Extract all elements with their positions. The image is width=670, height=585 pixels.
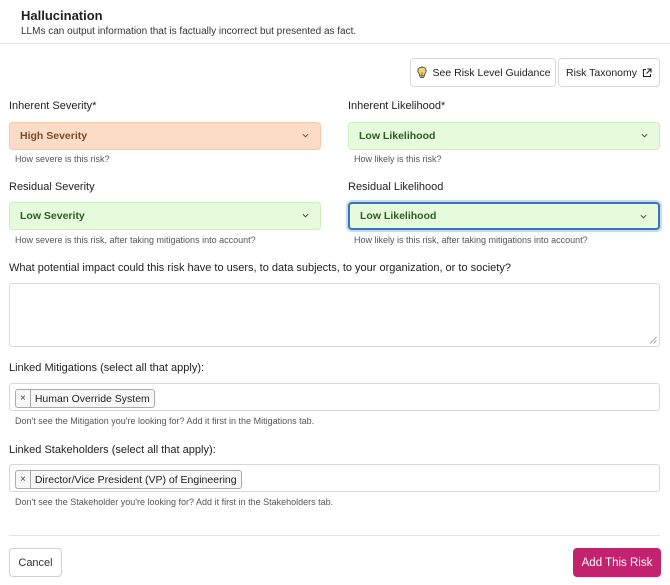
inherent-likelihood-label: Inherent Likelihood* xyxy=(348,100,446,112)
risk-taxonomy-button[interactable] xyxy=(558,58,660,87)
inherent-severity-select[interactable] xyxy=(9,122,321,150)
stakeholder-tag xyxy=(15,470,242,489)
chevron-down-icon xyxy=(641,132,648,139)
residual-likelihood-label: Residual Likelihood xyxy=(348,181,444,193)
inherent-severity-label: Inherent Severity* xyxy=(9,100,97,112)
inherent-likelihood-value: Low Likelihood xyxy=(359,130,436,142)
chevron-down-icon xyxy=(302,212,309,219)
residual-likelihood-select[interactable] xyxy=(348,202,660,230)
inherent-likelihood-help: How likely is this risk? xyxy=(354,154,442,164)
stakeholders-help: Don't see the Stakeholder you're looking for? Add it first in the Stakeholders tab. xyxy=(15,497,334,507)
lightbulb-icon xyxy=(416,66,428,79)
impact-label: What potential impact could this risk have to users, to data subjects, to your organization, or to society? xyxy=(9,262,511,274)
mitigation-tag-label: Human Override System xyxy=(34,392,150,405)
mitigations-multiselect[interactable] xyxy=(9,383,660,411)
add-risk-button[interactable]: Add This Risk xyxy=(573,548,661,577)
risk-level-guidance-button[interactable] xyxy=(410,58,556,87)
mitigation-tag xyxy=(15,389,155,408)
mitigations-help: Don't see the Mitigation you're looking for? Add it first in the Mitigations tab. xyxy=(15,416,315,426)
inherent-likelihood-select[interactable] xyxy=(348,122,660,150)
stakeholder-tag-label: Director/Vice President (VP) of Engineering xyxy=(34,473,237,486)
cancel-button[interactable]: Cancel xyxy=(9,548,62,577)
chevron-down-icon xyxy=(302,132,309,139)
residual-likelihood-value: Low Likelihood xyxy=(360,210,437,222)
residual-severity-label: Residual Severity xyxy=(9,181,95,193)
mitigations-label: Linked Mitigations (select all that apply): xyxy=(9,362,205,374)
footer-divider xyxy=(9,535,660,536)
stakeholders-label: Linked Stakeholders (select all that apply): xyxy=(9,444,216,456)
remove-tag-icon[interactable]: × xyxy=(16,471,31,488)
inherent-severity-value: High Severity xyxy=(20,130,88,142)
chevron-down-icon xyxy=(640,213,647,220)
remove-tag-icon[interactable]: × xyxy=(16,390,31,407)
residual-severity-select[interactable] xyxy=(9,202,321,230)
impact-textarea[interactable] xyxy=(9,283,660,347)
risk-taxonomy-label: Risk Taxonomy xyxy=(566,66,637,79)
residual-likelihood-help: How likely is this risk, after taking mitigations into account? xyxy=(354,235,588,245)
risk-title: Hallucination xyxy=(21,8,103,23)
risk-header xyxy=(0,0,670,44)
risk-level-guidance-label: See Risk Level Guidance xyxy=(432,66,551,79)
inherent-severity-help: How severe is this risk? xyxy=(15,154,110,164)
residual-severity-help: How severe is this risk, after taking mitigations into account? xyxy=(15,235,256,245)
residual-severity-value: Low Severity xyxy=(20,210,85,222)
external-link-icon xyxy=(642,68,652,78)
resize-handle-icon[interactable] xyxy=(649,336,657,344)
risk-description: LLMs can output information that is factually incorrect but presented as fact. xyxy=(21,26,357,37)
stakeholders-multiselect[interactable] xyxy=(9,464,660,492)
